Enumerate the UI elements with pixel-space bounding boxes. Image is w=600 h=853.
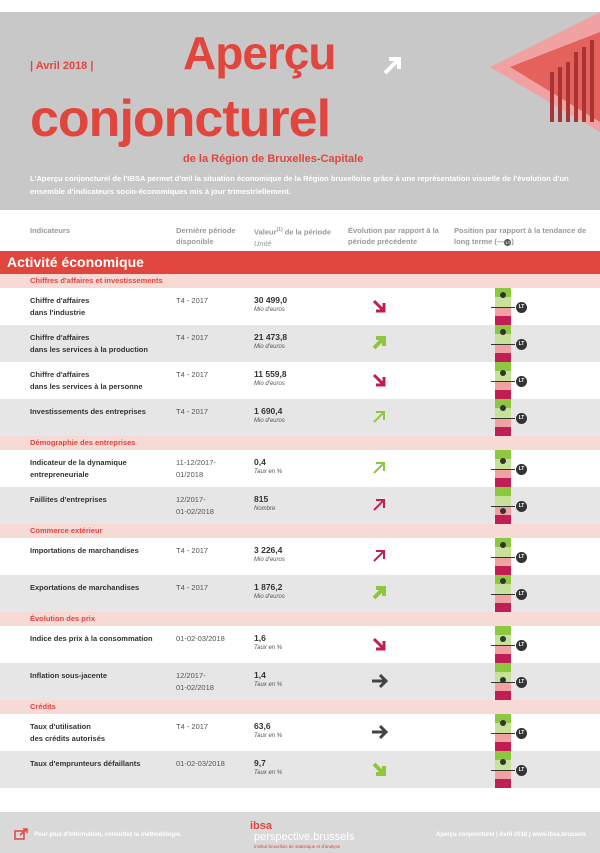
gauge-segment <box>495 353 511 362</box>
evolution-arrow-icon <box>370 297 388 315</box>
unit: Taux en % <box>254 469 283 475</box>
unit: Taux en % <box>254 682 283 688</box>
col-evolution: Évolution par rapport à la période précédente <box>348 226 439 246</box>
subsection-title: Chiffres d'affaires et investissements <box>30 276 163 285</box>
long-term-marker: LT <box>516 302 527 313</box>
subsection-title: Évolution des prix <box>30 614 96 623</box>
evolution-arrow-icon <box>370 547 388 565</box>
trend-gauge <box>495 751 525 788</box>
period: T4 - 2017 <box>176 370 209 379</box>
trend-gauge <box>495 626 525 663</box>
table-row <box>0 538 600 575</box>
gauge-segment <box>495 418 511 427</box>
col-periode: Dernière période disponible <box>176 226 236 246</box>
trend-line <box>491 506 515 507</box>
institute-name: Institut bruxellois de statistique et d'analyse <box>254 844 341 849</box>
gauge-segment <box>495 663 511 672</box>
indicator-name: Chiffre d'affaires dans les services à la personne <box>30 370 143 391</box>
section-title: Activité économique <box>7 254 144 270</box>
trend-gauge <box>495 288 525 325</box>
indicator-name: Faillites d'entreprises <box>30 495 107 504</box>
long-term-marker: LT <box>516 339 527 350</box>
subsection-title: Crédits <box>30 702 56 711</box>
evolution-arrow-icon <box>370 723 388 741</box>
gauge-segment <box>495 469 511 478</box>
gauge-segment <box>495 557 511 566</box>
gauge-segment <box>495 487 511 496</box>
evolution-arrow-icon <box>370 672 388 690</box>
gauge-segment <box>495 297 511 306</box>
long-term-marker: LT <box>516 677 527 688</box>
unit: Mio d'euros <box>254 594 285 600</box>
long-term-marker: LT <box>516 376 527 387</box>
subsection-1 <box>0 436 600 450</box>
indicator-name: Inflation sous-jacente <box>30 671 108 680</box>
indicator-name: Chiffre d'affaires dans les services à la production <box>30 333 148 354</box>
subsection-title: Commerce extérieur <box>30 526 103 535</box>
long-term-marker: LT <box>516 413 527 424</box>
evolution-arrow-icon <box>370 408 388 426</box>
gauge-segment <box>495 381 511 390</box>
table-row <box>0 751 600 788</box>
gauge-segment <box>495 584 511 593</box>
period: T4 - 2017 <box>176 583 209 592</box>
column-headers <box>0 221 600 251</box>
col-position: Position par rapport à la tendance de long terme (—LT) <box>454 226 587 246</box>
ibsa-logo: ibsa <box>250 820 273 832</box>
col-indicateurs: Indicateurs <box>30 226 71 235</box>
indicator-name: Importations de marchandises <box>30 546 139 555</box>
gauge-segment <box>495 626 511 635</box>
gauge-segment <box>495 742 511 751</box>
value: 30 499,0 <box>254 295 288 305</box>
period: 12/2017- 01-02/2018 <box>176 671 214 692</box>
value: 0,4 <box>254 457 266 467</box>
long-term-marker: LT <box>516 640 527 651</box>
unit: Mio d'euros <box>254 557 285 563</box>
gauge-segment <box>495 691 511 700</box>
arrow-up-right-icon <box>380 54 404 78</box>
trend-gauge <box>495 325 525 362</box>
indicator-name: Investissements des entreprises <box>30 407 146 416</box>
unit: Taux en % <box>254 770 283 776</box>
table-row <box>0 325 600 362</box>
trend-line <box>491 733 515 734</box>
title-line-2: conjoncturel <box>30 90 331 148</box>
trend-line <box>491 557 515 558</box>
value: 1 690,4 <box>254 406 283 416</box>
footer-note: Pour plus d'information, consultez la méthodologie. <box>34 832 182 838</box>
gauge-segment <box>495 645 511 654</box>
gauge-segment <box>495 603 511 612</box>
unit: Taux en % <box>254 645 283 651</box>
subsection-0 <box>0 274 600 288</box>
trend-line <box>491 594 515 595</box>
trend-gauge <box>495 399 525 436</box>
section-activite-economique <box>0 251 600 274</box>
trend-gauge <box>495 487 525 524</box>
table-row <box>0 663 600 700</box>
gauge-segment <box>495 733 511 742</box>
trend-gauge <box>495 450 525 487</box>
gauge-segment <box>495 478 511 487</box>
subsection-title: Démographie des entreprises <box>30 438 136 447</box>
gauge-segment <box>495 496 511 505</box>
trend-gauge <box>495 714 525 751</box>
evolution-arrow-icon <box>370 584 388 602</box>
gauge-segment <box>495 654 511 663</box>
table-row <box>0 288 600 325</box>
value: 3 226,4 <box>254 545 283 555</box>
gauge-segment <box>495 779 511 788</box>
table-row <box>0 575 600 612</box>
table-row <box>0 450 600 487</box>
gauge-segment <box>495 307 511 316</box>
value: 11 559,8 <box>254 369 287 379</box>
period: 12/2017- 01-02/2018 <box>176 495 214 516</box>
evolution-arrow-icon <box>370 635 388 653</box>
trend-line <box>491 645 515 646</box>
unit: Mio d'euros <box>254 381 285 387</box>
gauge-segment <box>495 547 511 556</box>
gauge-segment <box>495 334 511 343</box>
trend-gauge <box>495 362 525 399</box>
position-dot <box>500 578 506 584</box>
trend-gauge <box>495 663 525 700</box>
evolution-arrow-icon <box>370 760 388 778</box>
perspective-logo: perspective.brussels <box>254 831 355 843</box>
long-term-marker: LT <box>516 552 527 563</box>
gauge-segment <box>495 682 511 691</box>
evolution-arrow-icon <box>370 371 388 389</box>
unit: Nombre <box>254 506 276 512</box>
hero-banner <box>0 12 600 210</box>
value: 9,7 <box>254 758 266 768</box>
gauge-segment <box>495 515 511 524</box>
footer-right: Aperçu conjoncturel | Avril 2018 | www.ibsa.brussels <box>436 832 587 838</box>
position-dot <box>500 508 506 514</box>
title-line-1: Aperçu <box>183 27 336 79</box>
table-row <box>0 487 600 524</box>
value: 815 <box>254 494 269 504</box>
value: 1 876,2 <box>254 582 283 592</box>
indicator-name: Exportations de marchandises <box>30 583 140 592</box>
period: T4 - 2017 <box>176 296 209 305</box>
decorative-graphic <box>490 12 600 132</box>
trend-line <box>491 418 515 419</box>
value: 1,6 <box>254 633 266 643</box>
unit: Mio d'euros <box>254 418 285 424</box>
gauge-segment <box>495 316 511 325</box>
evolution-arrow-icon <box>370 459 388 477</box>
indicator-name: Chiffre d'affaires dans l'industrie <box>30 296 90 317</box>
indicator-name: Taux d'emprunteurs défaillants <box>30 759 141 768</box>
trend-line <box>491 381 515 382</box>
external-link-icon[interactable] <box>14 828 28 840</box>
indicator-name: Indice des prix à la consommation <box>30 634 153 643</box>
period: T4 - 2017 <box>176 546 209 555</box>
gauge-segment <box>495 770 511 779</box>
gauge-segment <box>495 566 511 575</box>
period: T4 - 2017 <box>176 407 209 416</box>
subtitle: de la Région de Bruxelles-Capitale <box>183 153 364 165</box>
position-dot <box>500 636 506 642</box>
period: 01-02-03/2018 <box>176 759 225 768</box>
table-row <box>0 714 600 751</box>
subsection-4 <box>0 700 600 714</box>
period: 11-12/2017- 01/2018 <box>176 458 216 479</box>
gauge-segment <box>495 390 511 399</box>
table-row <box>0 362 600 399</box>
value: 63,6 <box>254 721 271 731</box>
trend-line <box>491 770 515 771</box>
unit: Mio d'euros <box>254 307 285 313</box>
value: 21 473,8 <box>254 332 288 342</box>
evolution-arrow-icon <box>370 496 388 514</box>
trend-line <box>491 469 515 470</box>
subsection-3 <box>0 612 600 626</box>
edition-date: | Avril 2018 | <box>30 60 94 72</box>
long-term-marker: LT <box>516 765 527 776</box>
trend-line <box>491 344 515 345</box>
evolution-arrow-icon <box>370 334 388 352</box>
indicator-name: Indicateur de la dynamique entrepreneuriale <box>30 458 127 479</box>
footer <box>0 812 600 853</box>
unit: Mio d'euros <box>254 344 285 350</box>
period: T4 - 2017 <box>176 333 209 342</box>
unit: Taux en % <box>254 733 283 739</box>
indicator-name: Taux d'utilisation des crédits autorisés <box>30 722 106 743</box>
long-term-marker: LT <box>516 464 527 475</box>
table-row <box>0 399 600 436</box>
table-row <box>0 626 600 663</box>
long-term-marker: LT <box>516 501 527 512</box>
gauge-segment <box>495 344 511 353</box>
long-term-marker: LT <box>516 589 527 600</box>
period: 01-02-03/2018 <box>176 634 225 643</box>
trend-gauge <box>495 538 525 575</box>
subsection-2 <box>0 524 600 538</box>
position-dot <box>500 677 506 683</box>
period: T4 - 2017 <box>176 722 209 731</box>
trend-gauge <box>495 575 525 612</box>
gauge-segment <box>495 594 511 603</box>
long-term-marker: LT <box>516 728 527 739</box>
trend-line <box>491 307 515 308</box>
gauge-segment <box>495 427 511 436</box>
col-valeur: Valeur$^{(1)}$ de la période Unité <box>254 227 331 248</box>
description: L'Aperçu conjoncturel de l'IBSA permet d'œil la situation économique de la Région bruxelloise grâce à une représentation visuelle de l'évolution d'un ensemble d'indicateurs socio-économiques mis à jour trimestriellement. <box>30 174 569 196</box>
value: 1,4 <box>254 670 266 680</box>
